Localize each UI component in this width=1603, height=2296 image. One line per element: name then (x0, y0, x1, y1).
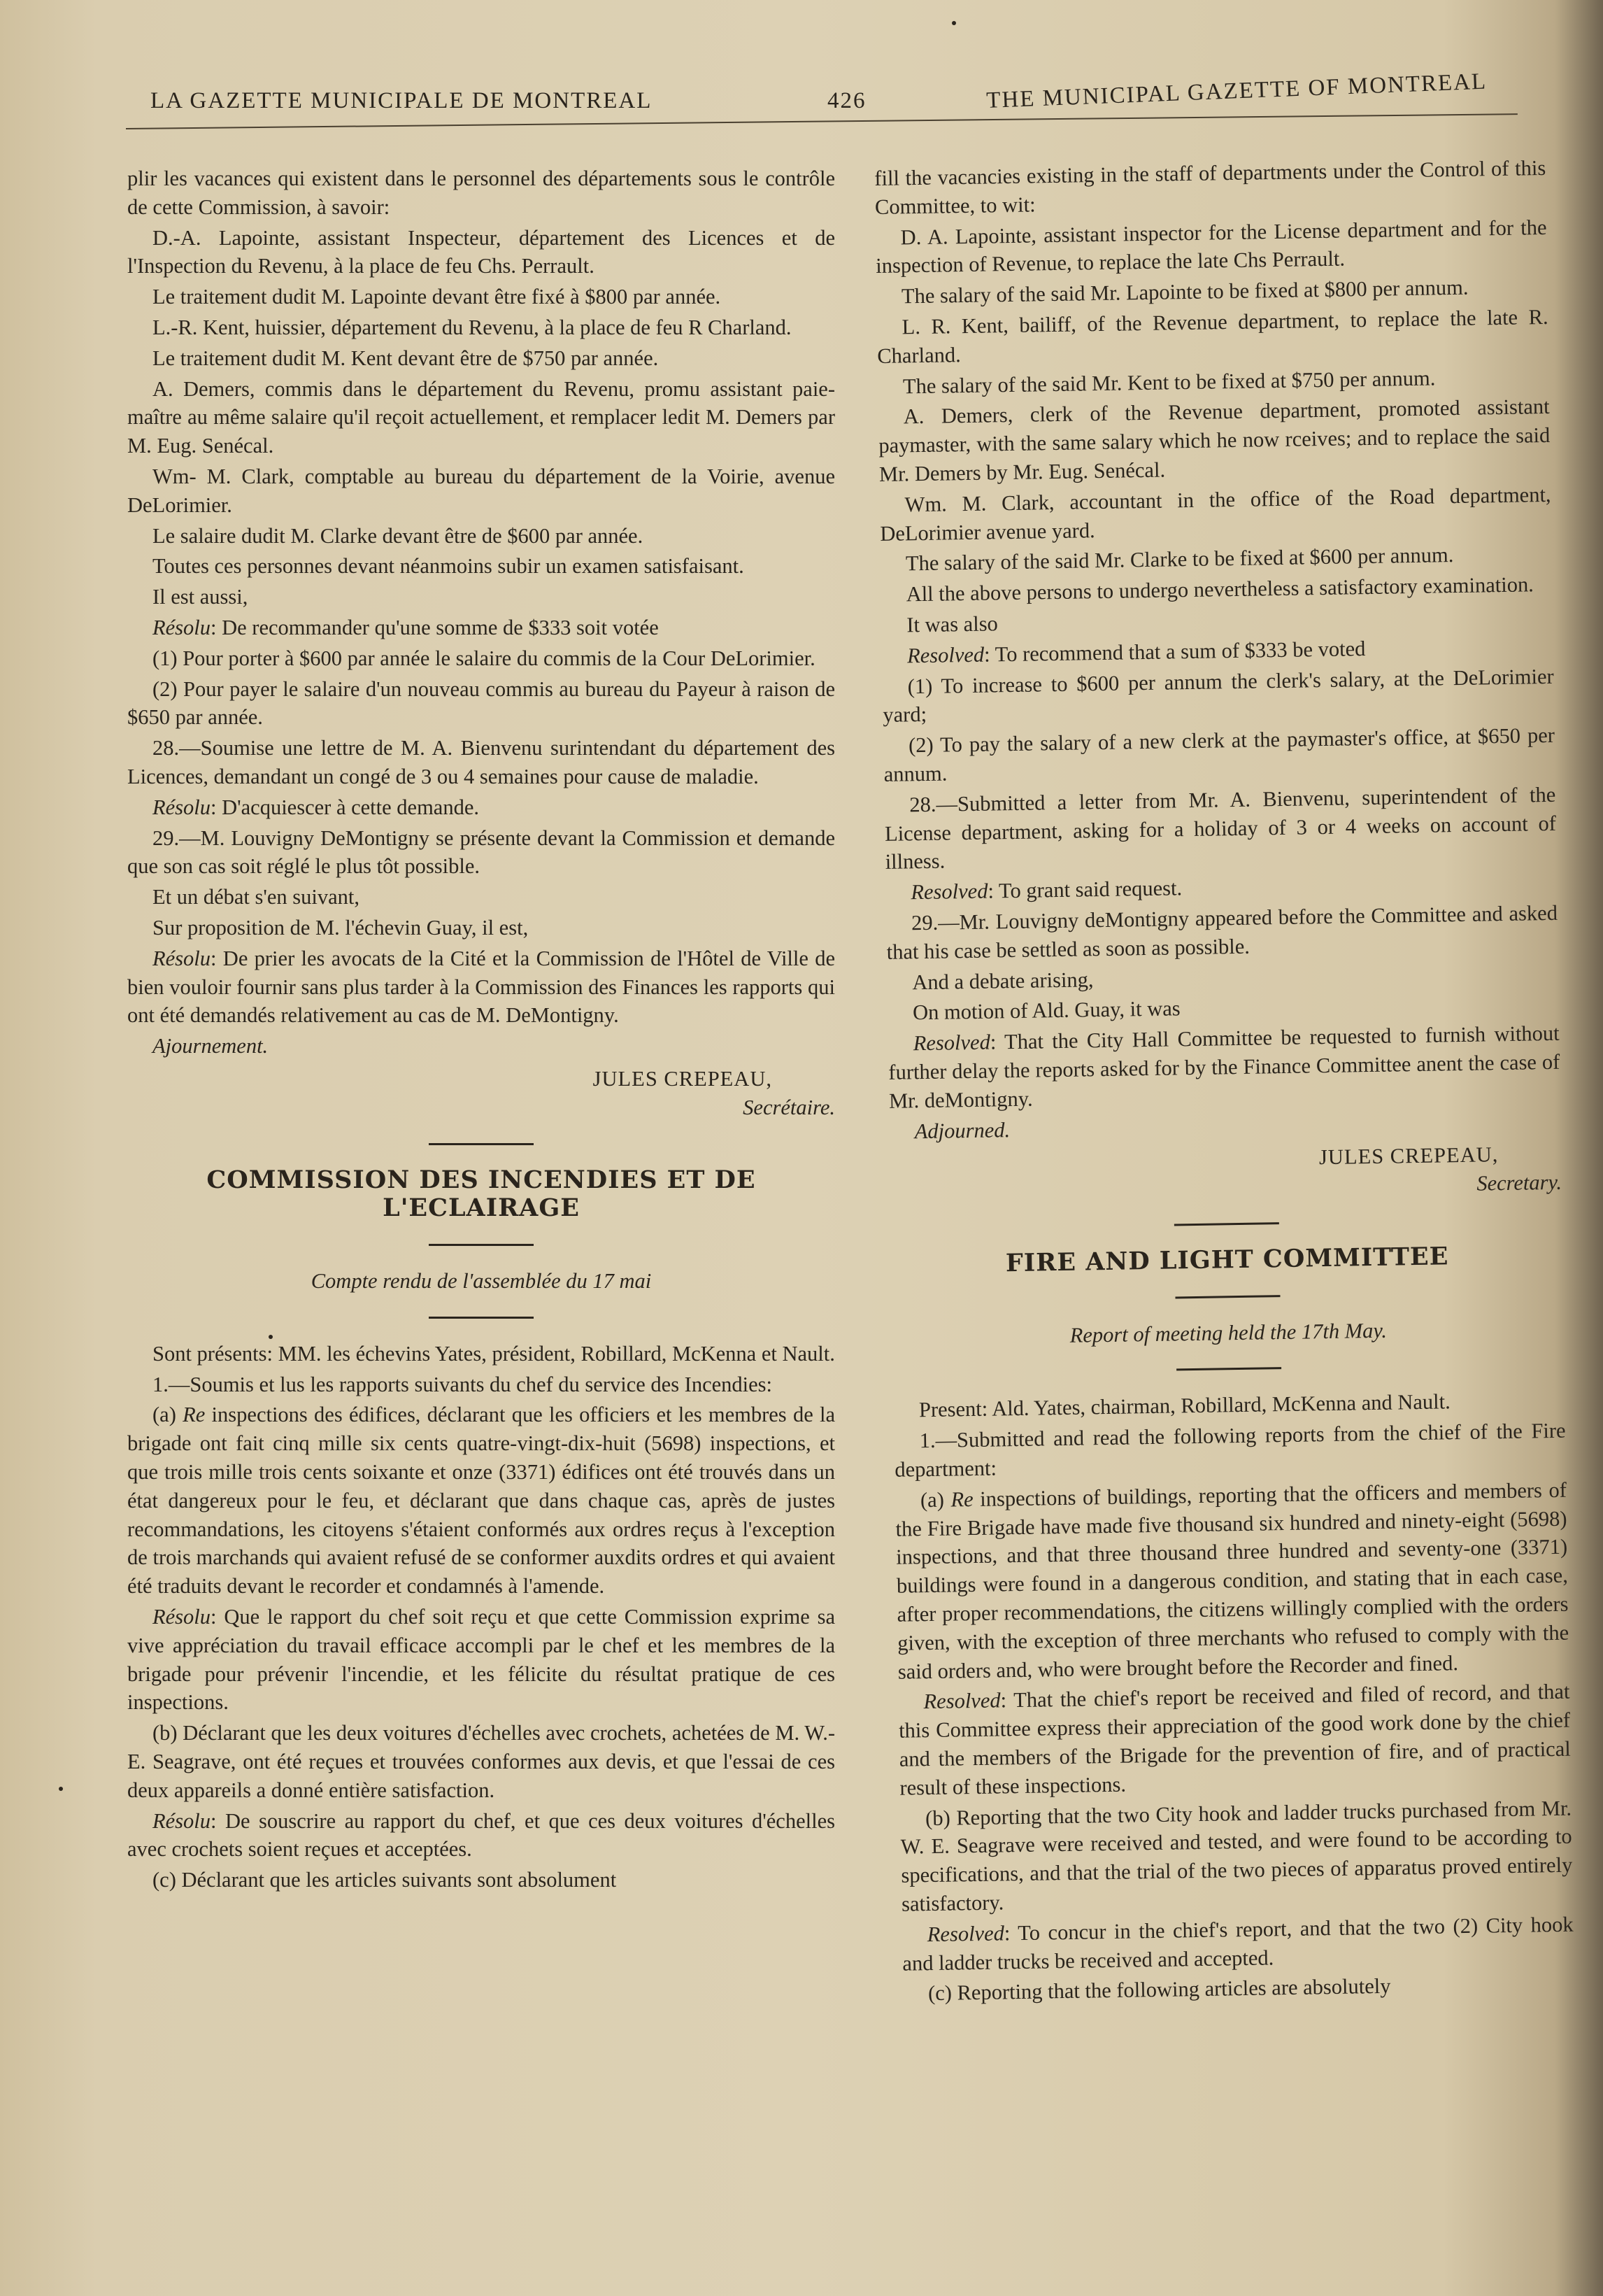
paragraph: (1) To increase to $600 per annum the clerk's salary, at the DeLorimier yard; (883, 664, 1554, 728)
paragraph: 1.—Submitted and read the following reports from the chief of the Fire department: (895, 1418, 1566, 1482)
paragraph: L.-R. Kent, huissier, département du Revenu, à la place de feu R Charland. (152, 315, 792, 339)
paragraph: 28.—Submitted a letter from Mr. A. Bienvenu, superintendent of the License department, asking for a holiday of 3 or 4 weeks on account of illness. (884, 782, 1557, 874)
ink-speck (269, 1335, 273, 1339)
resolution-text: : That the City Hall Committee be requested to furnish without further delay the reports asked for by the Finance Committee anent the case of Mr. deMontigny. (888, 1021, 1560, 1113)
paragraph (895, 1476, 1569, 1687)
paragraph: D. A. Lapointe, assistant inspector for the License department and for the inspection of Revenue, to replace the late Chs Perrault. (876, 215, 1547, 278)
resolution-text: : Que le rapport du chef soit reçu et que cette Commission exprime sa vive appréciation du travail efficace accompli par le chef et les membres de la brigade pour prévenir l'incendie, et les félicite du résultat pratique de ces inspections. (127, 1605, 835, 1715)
paragraph: The salary of the said Mr. Lapointe to be fixed at $800 per annum. (901, 275, 1469, 309)
paragraph: Sont présents: MM. les échevins Yates, président, Robillard, McKenna et Nault. (152, 1341, 835, 1366)
paragraph: Le traitement dudit M. Kent devant être de $750 par année. (152, 346, 659, 370)
item-text: inspections of buildings, reporting that the officers and members of the Fire Brigade have made five thousand six hundred and ninety-eight (5698) inspections, and that three thousand three hundred and seventy-one (3371) buildings were found in a dangerous condition, and stating that in each case, after proper recommendations, the citizens willingly complied with the orders given, with the exception of three merchants who refused to comply with the said orders and, who were brought before the Recorder and fined. (895, 1477, 1569, 1684)
running-head-english: THE MUNICIPAL GAZETTE OF MONTREAL (985, 69, 1488, 114)
paragraph: The salary of the said Mr. Clarke to be fixed at $600 per annum. (905, 543, 1454, 576)
resolution-paragraph (888, 1019, 1560, 1115)
resolution-label: Résolu (152, 1605, 211, 1629)
resolution-label: Résolu (152, 795, 211, 819)
paragraph: (c) Déclarant que les articles suivants sont absolument (152, 1868, 617, 1892)
adjournment (127, 1032, 835, 1061)
divider-rule (429, 1143, 534, 1145)
paragraph: A. Demers, commis dans le département du Revenu, promu assistant paie-maître au même salaire qu'il reçoit actuellement, et remplacer ledit M. Demers par M. Eug. Senécal. (127, 376, 835, 458)
resolution-paragraph (898, 1678, 1571, 1802)
ink-speck (59, 1787, 63, 1791)
running-head-french: LA GAZETTE MUNICIPALE DE MONTREAL (150, 88, 653, 113)
resolution-label: Resolved (906, 642, 985, 668)
divider-rule (1175, 1295, 1280, 1298)
divider-rule (429, 1317, 534, 1319)
paragraph: 1.—Soumis et lus les rapports suivants du chef du service des Incendies: (152, 1372, 773, 1396)
resolution-label: Resolved (913, 1030, 991, 1056)
resolution-text: : To concur in the chief's report, and that the two (2) City hook and ladder trucks be received and accepted. (902, 1912, 1574, 1976)
paragraph: (b) Reporting that the two City hook and ladder trucks purchased from Mr. W. E. Seagrave were received and tested, and were found to be according to specifications, and that the trial of the two pieces of apparatus proved entirely satisfactory. (900, 1796, 1573, 1916)
resolution-label: Resolved (927, 1921, 1005, 1946)
resolution-label: Résolu (152, 946, 211, 970)
section-subtitle: Report of meeting held the 17th May. (1069, 1318, 1388, 1347)
paragraph: D.-A. Lapointe, assistant Inspecteur, département des Licences et de l'Inspection du Revenu, à la place de feu Chs. Perrault. (127, 225, 835, 278)
paragraph: Le salaire dudit M. Clarke devant être de $600 par année. (152, 523, 643, 548)
section-subtitle: Compte rendu de l'assemblée du 17 mai (311, 1269, 652, 1294)
divider-rule (429, 1244, 534, 1246)
secretary-title: Secrétaire. (743, 1095, 835, 1119)
paragraph: A. Demers, clerk of the Revenue department, promoted assistant paymaster, with the same salary which he now rceives; and to replace the said Mr. Demers by Mr. Eug. Senécal. (878, 395, 1551, 486)
resolution-text: : De souscrire au rapport du chef, et que ces deux voitures d'échelles avec crochets soient reçues et acceptées. (127, 1808, 835, 1862)
resolution-paragraph (127, 1603, 835, 1717)
secretary-title: Secretary. (1476, 1170, 1562, 1196)
french-column (127, 164, 835, 1897)
re-label: Re (950, 1487, 974, 1512)
paragraph: Wm- M. Clark, comptable au bureau du département de la Voirie, avenue DeLorimier. (127, 464, 835, 517)
resolution-label: Résolu (152, 615, 211, 639)
resolution-text: : To grant said request. (988, 876, 1183, 903)
item-text: inspections des édifices, déclarant que les officiers et les membres de la brigade ont fait cinq mille six cents quatre-vingt-dix-huit (5698) inspections, et que trois mille trois cents soixante et onze (3371) édifices ont été trouvés dans un état dangereux pour le feu, et déclarant que dans chaque cas, après de justes recommandations, les citoyens s'étaient conformés aux ordres reçus à l'exception de trois marchands qui avaient refusé de se conformer auxdits ordres et qui avaient été traduits devant le recorder et condamnés à l'amende. (127, 1403, 836, 1599)
paragraph: Le traitement dudit M. Lapointe devant être fixé à $800 par année. (152, 285, 721, 309)
paragraph: Et un débat s'en suivant, (152, 885, 360, 909)
paragraph (127, 1401, 835, 1601)
resolution-label: Resolved (923, 1688, 1001, 1714)
paragraph: Sur proposition de M. l'échevin Guay, il est, (152, 915, 529, 940)
paragraph: (2) To pay the salary of a new clerk at the paymaster's office, at $650 per annum. (883, 723, 1555, 786)
item-marker: (a) (152, 1403, 183, 1427)
item-marker: (a) (920, 1487, 951, 1512)
ink-speck (952, 21, 956, 25)
divider-rule (1174, 1222, 1279, 1226)
paragraph: The salary of the said Mr. Kent to be fixed at $750 per annum. (902, 366, 1436, 398)
section-title: COMMISSION DES INCENDIES ET DE L'ECLAIRAGE (206, 1165, 756, 1223)
paragraph: All the above persons to undergo nevertheless a satisfactory examination. (906, 572, 1534, 607)
adjournment-text: Ajournement. (152, 1034, 269, 1058)
resolution-text: : De prier les avocats de la Cité et la Commission de l'Hôtel de Ville de bien vouloir fournir sans plus tarder à la Commission des Finances les rapports qui ont été demandés relativement au cas de M. DeMontigny. (127, 946, 835, 1028)
paragraph: 29.—Mr. Louvigny deMontigny appeared before the Committee and asked that his case be settled as soon as possible. (886, 900, 1558, 964)
signature-block (127, 1065, 835, 1122)
signature-block (890, 1140, 1562, 1207)
paragraph: Present: Ald. Yates, chairman, Robillard, McKenna and Nault. (918, 1389, 1451, 1422)
resolution-paragraph (127, 614, 835, 642)
paragraph: 29.—M. Louvigny DeMontigny se présente devant la Commission et demande que son cas soit réglé le plus tôt possible. (127, 825, 835, 879)
paragraph: (c) Reporting that the following articles are absolutely (927, 1974, 1391, 2006)
paragraph: plir les vacances qui existent dans le personnel des départements sous le contrôle de cette Commission, à savoir: (127, 166, 835, 219)
re-label: Re (183, 1403, 206, 1427)
adjournment-text: Adjourned. (914, 1117, 1011, 1143)
page-number: 426 (827, 88, 867, 113)
section-title: FIRE AND LIGHT COMMITTEE (1005, 1242, 1449, 1278)
resolution-label: Résolu (152, 1808, 211, 1833)
paragraph: On motion of Ald. Guay, it was (912, 996, 1181, 1025)
paragraph: And a debate arising, (912, 967, 1094, 994)
resolution-text: : To recommend that a sum of $333 be voted (983, 636, 1366, 667)
resolution-text: : De recommander qu'une somme de $333 soit votée (211, 615, 659, 639)
resolution-paragraph (902, 1910, 1574, 1978)
resolution-paragraph (127, 793, 835, 822)
divider-rule (1176, 1368, 1281, 1371)
paragraph: It was also (906, 611, 999, 637)
paragraph: 28.—Soumise une lettre de M. A. Bienvenu surintendant du département des Licences, demandant un congé de 3 ou 4 semaines pour cause de maladie. (127, 736, 835, 788)
paragraph: Il est aussi, (152, 585, 248, 609)
resolution-paragraph (127, 1807, 835, 1864)
resolution-text: : D'acquiescer à cette demande. (211, 795, 480, 819)
english-column (874, 154, 1574, 2011)
paragraph: L. R. Kent, bailiff, of the Revenue department, to replace the late R. Charland. (877, 304, 1548, 368)
paragraph: Toutes ces personnes devant néanmoins subir un examen satisfaisant. (152, 554, 744, 579)
paragraph: fill the vacancies existing in the staff of departments under the Control of this Committee, to wit: (874, 155, 1546, 219)
paragraph: (b) Déclarant que les deux voitures d'échelles avec crochets, achetées de M. W.-E. Seagrave, ont été reçues et trouvées conformes aux devis, et que l'essai de ces deux appareils a donné entière satisfaction. (127, 1721, 835, 1802)
secretary-name: JULES CREPEAU, (592, 1066, 772, 1091)
paragraph: (1) Pour porter à $600 par année le salaire du commis de la Cour DeLorimier. (152, 646, 815, 670)
resolution-paragraph (127, 944, 835, 1030)
secretary-name: JULES CREPEAU, (1318, 1142, 1499, 1170)
resolution-text: : That the chief's report be received and filed of record, and that this Committee express their appreciation of the good work done by the chief and the members of the Brigade for the prevention of fire, and of practical result of these inspections. (898, 1680, 1571, 1800)
paragraph: (2) Pour payer le salaire d'un nouveau commis au bureau du Payeur à raison de $650 par année. (127, 676, 835, 730)
resolution-label: Resolved (911, 879, 988, 905)
paragraph: Wm. M. Clark, accountant in the office of the Road department, DeLorimier avenue yard. (880, 482, 1551, 546)
